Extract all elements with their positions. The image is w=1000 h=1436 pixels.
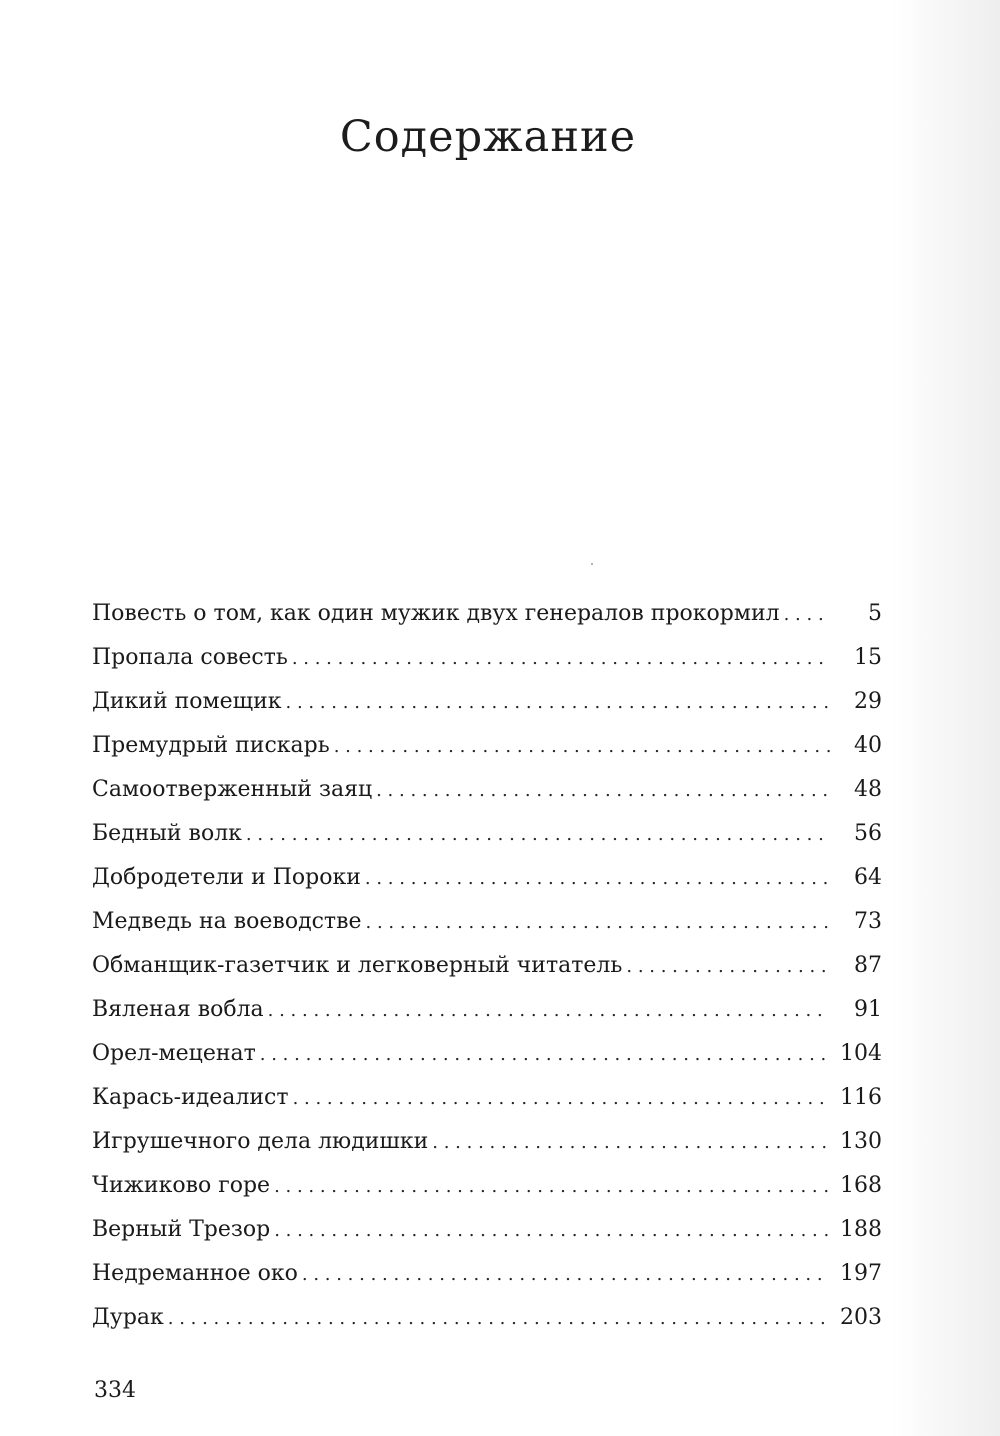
toc-entry-page: 56 <box>854 821 882 846</box>
toc-entry <box>92 680 882 724</box>
dot-leader <box>274 1209 830 1253</box>
toc-entry <box>92 1032 882 1076</box>
toc-entry-title: Добродетели и Пороки <box>92 865 361 890</box>
dot-leader <box>268 989 830 1033</box>
toc-entry-title: Пропала совесть <box>92 645 288 670</box>
toc-entry <box>92 1164 882 1208</box>
toc-entry-page: 48 <box>854 777 882 802</box>
toc-entry-title: Чижиково горе <box>92 1173 271 1198</box>
toc-entry-title: Вяленая вобла <box>92 997 264 1022</box>
dot-leader <box>292 637 830 681</box>
toc-entry <box>92 768 882 812</box>
toc-entry-page: 40 <box>854 733 882 758</box>
dot-leader <box>168 1297 830 1341</box>
dot-leader <box>274 1165 830 1209</box>
toc-entry <box>92 1076 882 1120</box>
toc-entry-title: Медведь на воеводстве <box>92 909 362 934</box>
toc-entry <box>92 1120 882 1164</box>
dot-leader <box>286 681 830 725</box>
page-title: Содержание <box>339 112 637 162</box>
dot-leader <box>334 725 830 769</box>
toc-entry <box>92 636 882 680</box>
page-number: 334 <box>94 1378 136 1403</box>
toc-entry-title: Недреманное око <box>92 1261 298 1286</box>
toc-entry-page: 130 <box>840 1129 882 1154</box>
toc-entry <box>92 944 882 988</box>
toc-entry <box>92 988 882 1032</box>
toc-entry-page: 197 <box>840 1261 882 1286</box>
toc-entry-title: Карась-идеалист <box>92 1085 289 1110</box>
toc-entry-title: Дикий помещик <box>92 689 282 714</box>
dot-leader <box>246 813 830 857</box>
toc-entry-page: 116 <box>840 1085 882 1110</box>
dot-leader <box>365 857 830 901</box>
toc-entry-title: Дурак <box>92 1305 164 1330</box>
toc-entry-page: 203 <box>840 1305 882 1330</box>
toc-entry-page: 29 <box>854 689 882 714</box>
scan-speck <box>591 563 593 565</box>
toc-entry <box>92 856 882 900</box>
toc-entry <box>92 724 882 768</box>
toc-entry-page: 15 <box>854 645 882 670</box>
toc-entry-page: 188 <box>840 1217 882 1242</box>
toc-entry-title: Премудрый пискарь <box>92 733 330 758</box>
toc-entry <box>92 1252 882 1296</box>
toc-entry-page: 168 <box>840 1173 882 1198</box>
toc-entry <box>92 592 882 636</box>
dot-leader <box>293 1077 830 1121</box>
table-of-contents <box>92 592 882 1340</box>
toc-entry <box>92 900 882 944</box>
dot-leader <box>784 593 830 637</box>
toc-entry-title: Бедный волк <box>92 821 242 846</box>
dot-leader <box>626 945 830 989</box>
toc-entry <box>92 812 882 856</box>
toc-entry-page: 73 <box>854 909 882 934</box>
toc-entry-title: Верный Трезор <box>92 1217 271 1242</box>
toc-entry-title: Самоотверженный заяц <box>92 777 373 802</box>
toc-entry-page: 64 <box>854 865 882 890</box>
toc-entry-title: Повесть о том, как один мужик двух генералов прокормил <box>92 601 780 626</box>
page-edge-shadow <box>890 0 1000 1436</box>
dot-leader <box>302 1253 830 1297</box>
dot-leader <box>376 769 830 813</box>
toc-entry-page: 104 <box>840 1041 882 1066</box>
toc-entry <box>92 1208 882 1252</box>
toc-entry-page: 5 <box>868 601 882 626</box>
toc-entry <box>92 1296 882 1340</box>
toc-entry-title: Обманщик-газетчик и легковерный читатель <box>92 953 623 978</box>
dot-leader <box>432 1121 830 1165</box>
toc-entry-page: 87 <box>854 953 882 978</box>
toc-entry-title: Орел-меценат <box>92 1041 256 1066</box>
toc-entry-page: 91 <box>854 997 882 1022</box>
dot-leader <box>366 901 830 945</box>
toc-entry-title: Игрушечного дела людишки <box>92 1129 429 1154</box>
dot-leader <box>260 1033 830 1077</box>
